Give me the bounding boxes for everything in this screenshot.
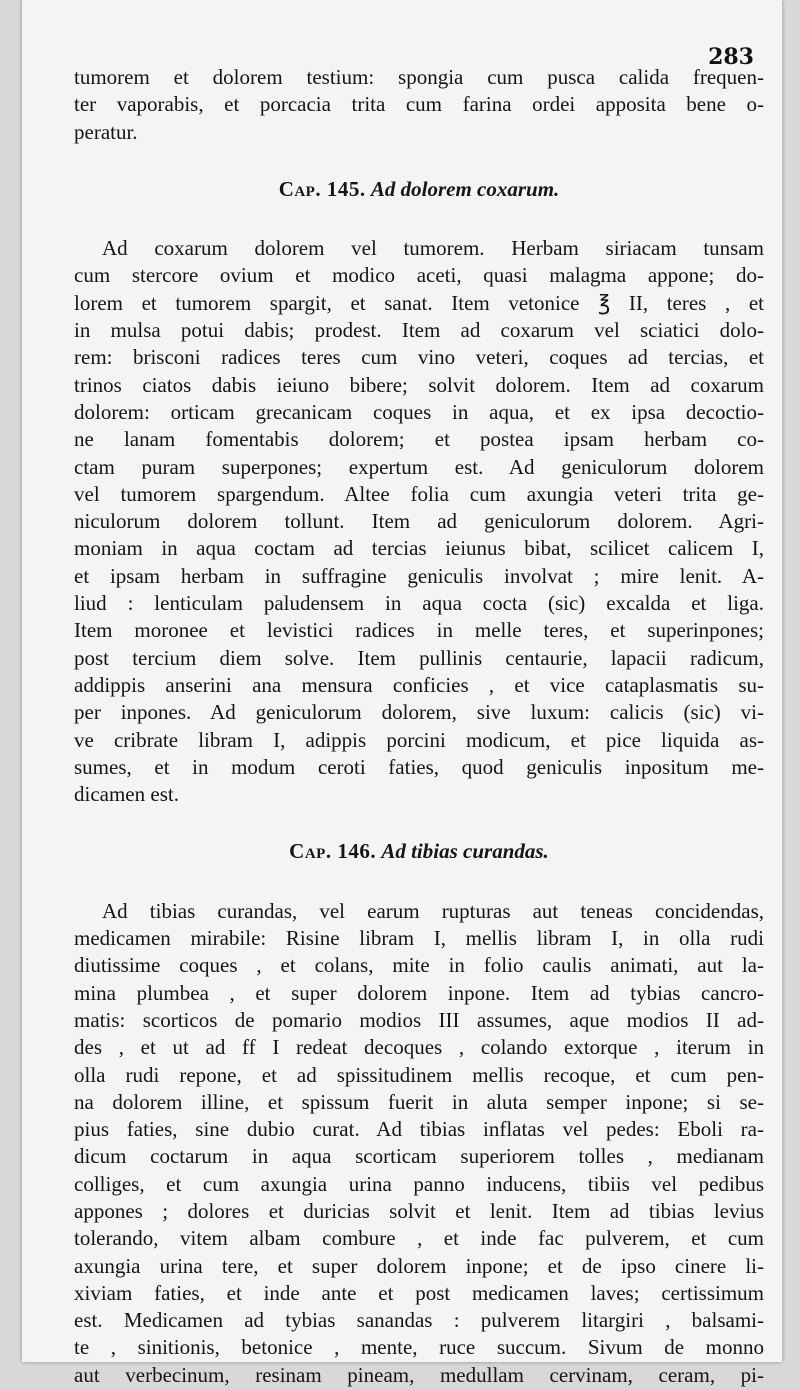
text-line: diutissime coques , et colans, mite in folio caulis animati, aut la- bbox=[74, 953, 764, 978]
text-line: medicamen mirabile: Risine libram I, mellis libram I, in olla rudi bbox=[74, 926, 764, 951]
text-line: ter vaporabis, et porcacia trita cum farina ordei apposita bene o- bbox=[74, 92, 764, 117]
text-line: aut verbecinum, resinam pineam, medullam cervinam, ceram, pi- bbox=[74, 1362, 764, 1387]
text-line: moniam in aqua coctam ad tercias ieiunus bibat, scilicet calicem I, bbox=[74, 536, 764, 561]
text-line: per inpones. Ad geniculorum dolorem, sive luxum: calicis (sic) vi- bbox=[74, 700, 764, 725]
text-line: cum stercore ovium et modico aceti, quasi malagma appone; do- bbox=[74, 263, 764, 288]
text-line: addippis anserini ana mensura conficies , et vice cataplasmatis su- bbox=[74, 672, 764, 697]
intro-paragraph bbox=[74, 64, 764, 146]
text-line: lorem et tumorem spargit, et sanat. Item vetonice ℥ II, teres , et bbox=[74, 290, 764, 315]
chapter-title: Ad dolorem coxarum. bbox=[370, 176, 560, 201]
text-line: mina plumbea , et super dolorem inpone. Item ad tybias cancro- bbox=[74, 980, 764, 1005]
page-text bbox=[74, 64, 764, 1389]
text-line: tolerando, vitem albam combure , et inde fac pulverem, et cum bbox=[74, 1226, 764, 1251]
text-line: est. Medicamen ad tybias sanandas : pulverem litargiri , balsami- bbox=[74, 1308, 764, 1333]
text-line: pius faties, sine dubio curat. Ad tibias inflatas vel pedes: Eboli ra- bbox=[74, 1117, 764, 1142]
chapter-paragraph bbox=[74, 235, 764, 808]
chapter-number: Cap. 146. bbox=[289, 839, 377, 864]
book-page bbox=[22, 0, 782, 1387]
text-line: olla rudi repone, et ad spissitudinem mellis recoque, et cum pen- bbox=[74, 1062, 764, 1087]
text-line: liud : lenticulam paludensem in aqua cocta (sic) excalda et liga. bbox=[74, 591, 764, 616]
text-line: ctam puram superpones; expertum est. Ad geniculorum dolorem bbox=[74, 454, 764, 479]
text-line: Item moronee et levistici radices in melle teres, et superinpones; bbox=[74, 618, 764, 643]
text-line: te , sinitionis, betonice , mente, ruce succum. Sivum de monno bbox=[74, 1335, 764, 1360]
chapter-paragraph bbox=[74, 898, 764, 1389]
text-line: in mulsa potui dabis; prodest. Item ad coxarum vel sciatici dolo- bbox=[74, 318, 764, 343]
text-line: sumes, et in modum ceroti faties, quod geniculis inpositum me- bbox=[74, 754, 764, 779]
text-line: colliges, et cum axungia urina panno inducens, tibiis vel pedibus bbox=[74, 1171, 764, 1196]
text-line: na dolorem illine, et spissum fuerit in aluta semper inpone; si se- bbox=[74, 1089, 764, 1114]
text-line: Ad coxarum dolorem vel tumorem. Herbam siriacam tunsam bbox=[102, 236, 764, 261]
text-line: trinos ciatos dabis ieiuno bibere; solvit dolorem. Item ad coxarum bbox=[74, 372, 764, 397]
text-line: tumorem et dolorem testium: spongia cum pusca calida frequen- bbox=[74, 65, 764, 89]
chapter-title: Ad tibias curandas. bbox=[381, 839, 549, 864]
text-line: dicum coctarum in aqua scorticam superiorem tolles , medianam bbox=[74, 1144, 764, 1169]
text-line: ve cribrate libram I, adippis porcini modicum, et pice liquida as- bbox=[74, 727, 764, 752]
text-line: ne lanam fomentabis dolorem; et postea ipsam herbam co- bbox=[74, 427, 764, 452]
text-line: xiviam faties, et inde ante et post medicamen laves; certissimum bbox=[74, 1280, 764, 1305]
text-line: dicamen est. bbox=[74, 782, 179, 807]
text-line: Ad tibias curandas, vel earum rupturas aut teneas concidendas, bbox=[102, 898, 764, 923]
page-number: 283 bbox=[708, 44, 754, 70]
text-line: axungia urina tere, et super dolorem inpone; et de ipso cinere li- bbox=[74, 1253, 764, 1278]
text-line: niculorum dolorem tollunt. Item ad geniculorum dolorem. Agri- bbox=[74, 509, 764, 534]
chapter-heading bbox=[74, 838, 764, 865]
text-line: peratur. bbox=[74, 119, 138, 144]
text-line: rem: brisconi radices teres cum vino veteri, coques ad tercias, et bbox=[74, 345, 764, 370]
chapter-number: Cap. 145. bbox=[278, 176, 366, 201]
text-line: post tercium diem solve. Item pullinis centaurie, lapacii radicum, bbox=[74, 645, 764, 670]
text-line: vel tumorem spargendum. Altee folia cum axungia veteri trita ge- bbox=[74, 481, 764, 506]
text-line: et ipsam herbam in suffragine geniculis involvat ; mire lenit. A- bbox=[74, 563, 764, 588]
text-line: appones ; dolores et duricias solvit et lenit. Item ad tibias levius bbox=[74, 1198, 764, 1223]
text-line: des , et ut ad ff I redeat decoques , colando extorque , iterum in bbox=[74, 1035, 764, 1060]
text-line: matis: scorticos de pomario modios III assumes, aque modios II ad- bbox=[74, 1007, 764, 1032]
chapter-heading bbox=[74, 176, 764, 203]
text-line: dolorem: orticam grecanicam coques in aqua, et ex ipsa decoctio- bbox=[74, 399, 764, 424]
